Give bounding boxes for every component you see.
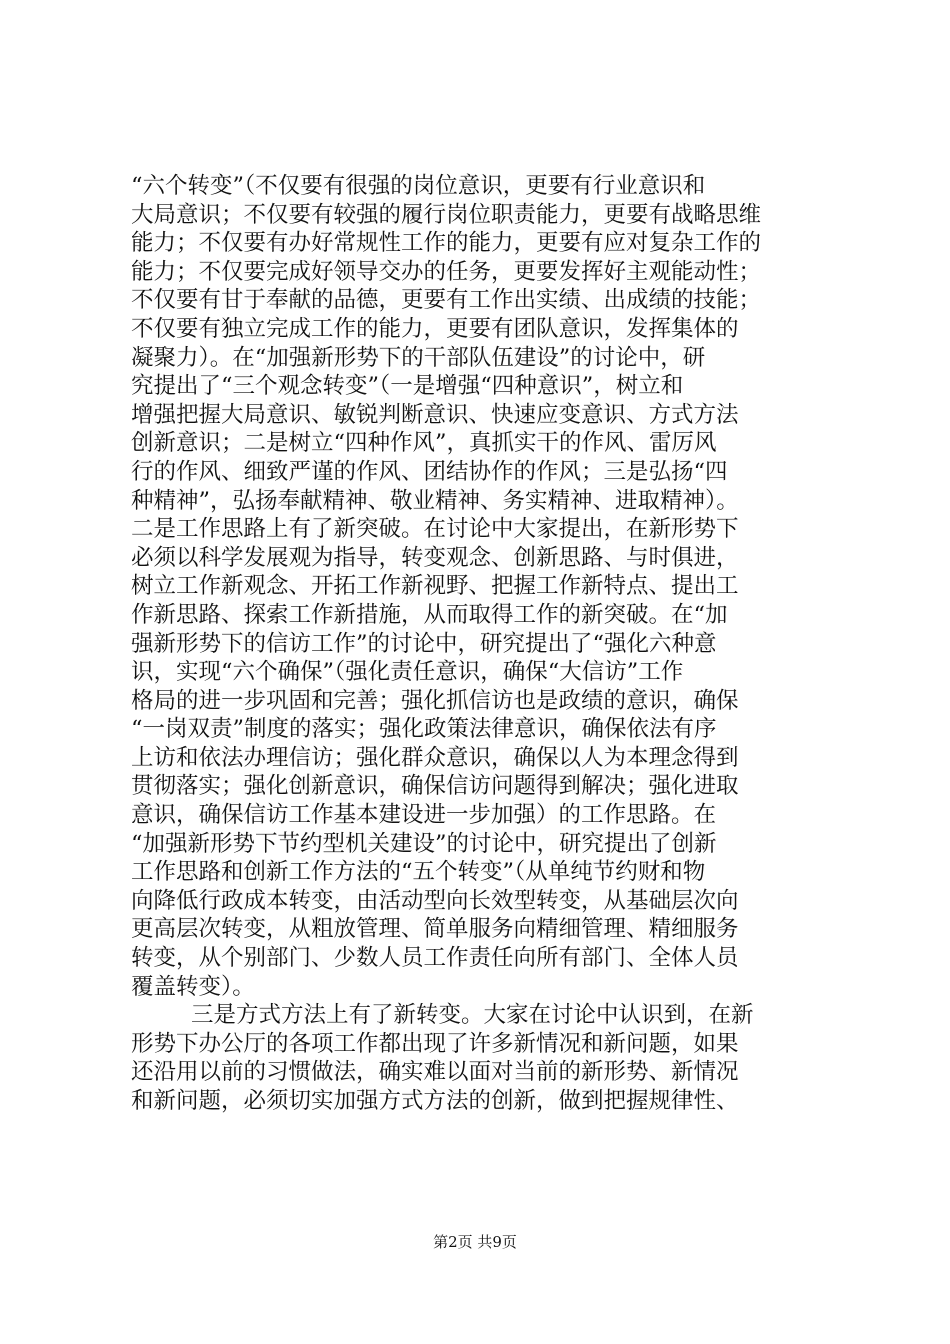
text-line: 工作思路和创新工作方法的“五个转变”（从单纯节约财和物 — [131, 859, 706, 886]
text-line: 大局意识；不仅要有较强的履行岗位职责能力，更要有战略思维 — [131, 201, 762, 228]
text-line: 行的作风、细致严谨的作风、团结协作的作风；三是弘扬“四 — [131, 458, 728, 485]
text-line: 向降低行政成本转变，由活动型向长效型转变，从基础层次向 — [131, 887, 739, 914]
text-line: 意识，确保信访工作基本建设进一步加强）的工作思路。在 — [131, 802, 717, 829]
text-line: 格局的进一步巩固和完善；强化抓信访也是政绩的意识，确保 — [131, 687, 739, 714]
page-footer: 第2页 共9页 — [433, 1233, 517, 1251]
text-line: 树立工作新观念、开拓工作新视野、把握工作新特点、提出工 — [131, 573, 739, 600]
body-text — [131, 172, 831, 1116]
text-line: 和新问题，必须切实加强方式方法的创新，做到把握规律性、 — [131, 1088, 739, 1114]
text-line: 能力；不仅要完成好领导交办的任务，更要发挥好主观能动性； — [131, 258, 762, 285]
text-line: 强新形势下的信访工作”的讨论中，研究提出了“强化六种意 — [131, 630, 717, 657]
text-line: 形势下办公厅的各项工作都出现了许多新情况和新问题，如果 — [131, 1030, 739, 1057]
text-line: 作新思路、探索工作新措施，从而取得工作的新突破。在“加 — [131, 601, 728, 628]
text-line: 不仅要有独立完成工作的能力，更要有团队意识，发挥集体的 — [131, 315, 739, 342]
text-line: 种精神”，弘扬奉献精神、敬业精神、务实精神、进取精神）。 — [131, 487, 739, 514]
text-line: “一岗双责”制度的落实；强化政策法律意识，确保依法有序 — [131, 716, 717, 743]
text-line: 创新意识；二是树立“四种作风”，真抓实干的作风、雷厉风 — [131, 430, 717, 457]
text-line: 能力；不仅要有办好常规性工作的能力，更要有应对复杂工作的 — [131, 230, 762, 257]
text-line: 转变，从个别部门、少数人员工作责任向所有部门、全体人员 — [131, 945, 739, 972]
text-line: 增强把握大局意识、敏锐判断意识、快速应变意识、方式方法 — [131, 401, 739, 428]
text-line: 识，实现“六个确保”（强化责任意识，确保“大信访”工作 — [131, 659, 684, 686]
text-line: 贯彻落实；强化创新意识，确保信访问题得到解决；强化进取 — [131, 773, 739, 800]
text-line: 凝聚力）。在“加强新形势下的干部队伍建设”的讨论中，研 — [131, 344, 706, 371]
text-line: 覆盖转变）。 — [131, 973, 255, 1000]
text-line: “六个转变”（不仅要有很强的岗位意识，更要有行业意识和 — [131, 173, 706, 199]
text-line: 不仅要有甘于奉献的品德，更要有工作出实绩、出成绩的技能； — [131, 287, 762, 314]
text-line: 究提出了“三个观念转变”（一是增强“四种意识”，树立和 — [131, 373, 684, 400]
text-line: “加强新形势下节约型机关建设”的讨论中，研究提出了创新 — [131, 830, 717, 857]
text-line: 必须以科学发展观为指导，转变观念、创新思路、与时俱进， — [131, 544, 739, 571]
text-line: 更高层次转变，从粗放管理、简单服务向精细管理、精细服务 — [131, 916, 739, 943]
text-line: 二是工作思路上有了新突破。在讨论中大家提出，在新形势下 — [131, 516, 739, 543]
text-line: 上访和依法办理信访；强化群众意识，确保以人为本理念得到 — [131, 744, 739, 771]
text-line: 三是方式方法上有了新转变。大家在讨论中认识到，在新 — [191, 1002, 754, 1029]
text-line: 还沿用以前的习惯做法，确实难以面对当前的新形势、新情况 — [131, 1059, 739, 1086]
